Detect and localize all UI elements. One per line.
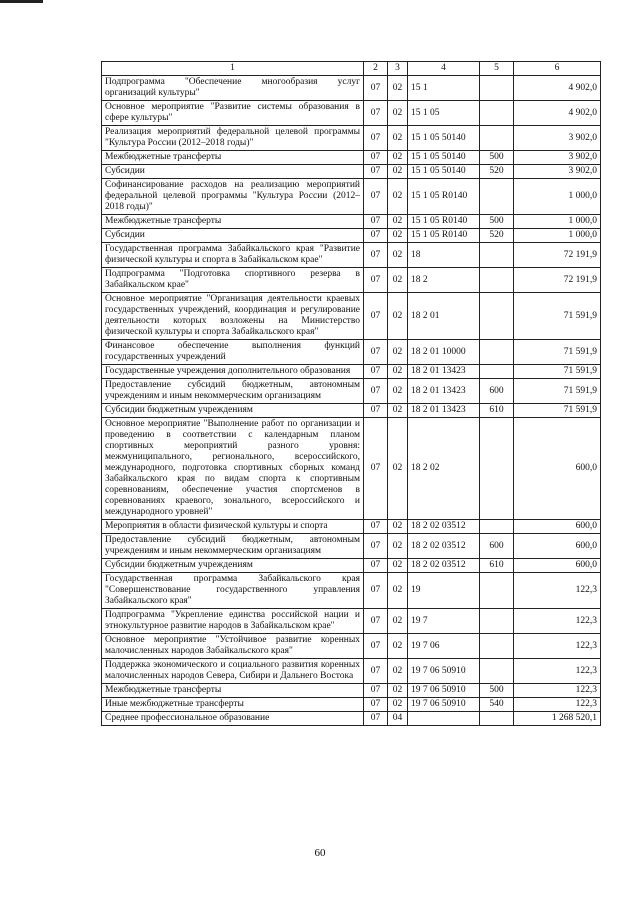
row-section: 07 (364, 634, 388, 659)
row-expense-type (480, 293, 514, 340)
row-name: Межбюджетные трансферты (102, 215, 364, 229)
header-col-3: 3 (388, 62, 408, 76)
row-name: Подпрограмма "Подготовка спортивного резерва в Забайкальском крае" (102, 268, 364, 293)
row-name: Иные межбюджетные трансферты (102, 698, 364, 712)
row-subsection: 02 (388, 609, 408, 634)
header-row (102, 62, 601, 76)
row-target-code: 18 2 02 03512 (408, 520, 480, 534)
row-expense-type (480, 520, 514, 534)
row-section: 07 (364, 379, 388, 404)
row-subsection: 02 (388, 165, 408, 179)
row-name: Государственная программа Забайкальского края "Развитие физической культуры и спорта в Забайкальском крае" (102, 243, 364, 268)
row-name: Субсидии (102, 165, 364, 179)
row-amount: 600,0 (514, 559, 601, 573)
table-row (102, 684, 601, 698)
row-amount: 1 268 520,1 (514, 712, 601, 726)
row-section: 07 (364, 340, 388, 365)
row-section: 07 (364, 365, 388, 379)
row-amount: 71 591,9 (514, 340, 601, 365)
row-name: Субсидии бюджетным учреждениям (102, 559, 364, 573)
table-row (102, 712, 601, 726)
row-section: 07 (364, 179, 388, 215)
row-section: 07 (364, 698, 388, 712)
table-row (102, 293, 601, 340)
row-target-code: 19 7 06 50910 (408, 684, 480, 698)
row-subsection: 02 (388, 243, 408, 268)
table-row (102, 126, 601, 151)
row-expense-type (480, 712, 514, 726)
table-row (102, 418, 601, 520)
row-target-code: 18 2 (408, 268, 480, 293)
row-amount: 71 591,9 (514, 404, 601, 418)
row-section: 07 (364, 151, 388, 165)
row-amount: 72 191,9 (514, 243, 601, 268)
row-section: 07 (364, 268, 388, 293)
table-row (102, 659, 601, 684)
row-section: 07 (364, 101, 388, 126)
row-expense-type (480, 573, 514, 609)
row-expense-type: 500 (480, 151, 514, 165)
row-expense-type (480, 101, 514, 126)
table-row (102, 520, 601, 534)
row-subsection: 02 (388, 520, 408, 534)
row-subsection: 02 (388, 418, 408, 520)
table-row (102, 634, 601, 659)
row-name: Основное мероприятие "Выполнение работ по организации и проведению в соответствии с календарным планом спортивных мероприятий разного уровня: межмуниципального, регионального, всероссийского, международного, подготовка спортивных сборных команд Забайкальского края по видам спорта к спортивным соревнованиям, обеспечение участия спортсменов в соревнованиях краевого, зонального, всероссийского и международного уровней" (102, 418, 364, 520)
row-subsection: 02 (388, 365, 408, 379)
row-expense-type: 600 (480, 379, 514, 404)
row-amount: 122,3 (514, 573, 601, 609)
row-target-code: 18 2 01 13423 (408, 365, 480, 379)
row-target-code: 18 2 02 03512 (408, 534, 480, 559)
row-expense-type: 500 (480, 215, 514, 229)
header-col-2: 2 (364, 62, 388, 76)
row-amount: 600,0 (514, 520, 601, 534)
row-section: 07 (364, 520, 388, 534)
row-target-code (408, 712, 480, 726)
page-number: 60 (314, 847, 326, 859)
row-name: Софинансирование расходов на реализацию мероприятий федеральной целевой программы "Культура России (2012–2018 годы)" (102, 179, 364, 215)
table-row (102, 179, 601, 215)
row-target-code: 18 2 02 (408, 418, 480, 520)
row-target-code: 15 1 05 50140 (408, 165, 480, 179)
row-amount: 122,3 (514, 634, 601, 659)
row-subsection: 02 (388, 151, 408, 165)
row-expense-type: 520 (480, 165, 514, 179)
row-expense-type (480, 76, 514, 101)
table-row (102, 229, 601, 243)
row-amount: 600,0 (514, 418, 601, 520)
row-section: 07 (364, 243, 388, 268)
row-amount: 4 902,0 (514, 101, 601, 126)
row-expense-type (480, 179, 514, 215)
table-header (102, 62, 601, 76)
row-name: Основное мероприятие "Устойчивое развитие коренных малочисленных народов Забайкальского края" (102, 634, 364, 659)
row-section: 07 (364, 534, 388, 559)
row-subsection: 02 (388, 634, 408, 659)
row-name: Среднее профессиональное образование (102, 712, 364, 726)
row-section: 07 (364, 418, 388, 520)
row-name: Мероприятия в области физической культуры и спорта (102, 520, 364, 534)
row-target-code: 15 1 05 R0140 (408, 215, 480, 229)
row-expense-type (480, 340, 514, 365)
row-subsection: 02 (388, 101, 408, 126)
row-subsection: 02 (388, 76, 408, 101)
row-subsection: 02 (388, 340, 408, 365)
table-row (102, 151, 601, 165)
row-amount: 3 902,0 (514, 126, 601, 151)
row-target-code: 18 2 02 03512 (408, 559, 480, 573)
row-subsection: 02 (388, 573, 408, 609)
row-expense-type: 520 (480, 229, 514, 243)
header-col-5: 5 (480, 62, 514, 76)
row-target-code: 19 7 06 50910 (408, 659, 480, 684)
row-amount: 122,3 (514, 659, 601, 684)
row-expense-type (480, 609, 514, 634)
row-name: Субсидии бюджетным учреждениям (102, 404, 364, 418)
top-edge-mark (0, 0, 43, 3)
row-target-code: 18 2 01 10000 (408, 340, 480, 365)
row-amount: 3 902,0 (514, 151, 601, 165)
row-subsection: 02 (388, 534, 408, 559)
row-amount: 71 591,9 (514, 379, 601, 404)
table-row (102, 365, 601, 379)
row-section: 07 (364, 229, 388, 243)
row-section: 07 (364, 293, 388, 340)
row-subsection: 02 (388, 659, 408, 684)
row-amount: 71 591,9 (514, 365, 601, 379)
row-name: Государственная программа Забайкальского края "Совершенствование государственного управления Забайкальского края" (102, 573, 364, 609)
row-section: 07 (364, 165, 388, 179)
row-name: Основное мероприятие "Развитие системы образования в сфере культуры" (102, 101, 364, 126)
row-expense-type (480, 659, 514, 684)
row-target-code: 15 1 05 (408, 101, 480, 126)
row-section: 07 (364, 609, 388, 634)
row-subsection: 02 (388, 179, 408, 215)
row-amount: 122,3 (514, 698, 601, 712)
row-section: 07 (364, 126, 388, 151)
row-subsection: 02 (388, 215, 408, 229)
header-col-1: 1 (102, 62, 364, 76)
table-row (102, 268, 601, 293)
table-row (102, 404, 601, 418)
table-row (102, 379, 601, 404)
row-expense-type: 610 (480, 404, 514, 418)
row-target-code: 15 1 05 R0140 (408, 179, 480, 215)
row-amount: 1 000,0 (514, 215, 601, 229)
row-amount: 122,3 (514, 609, 601, 634)
row-target-code: 18 (408, 243, 480, 268)
table-row (102, 559, 601, 573)
row-subsection: 04 (388, 712, 408, 726)
row-subsection: 02 (388, 293, 408, 340)
row-expense-type (480, 418, 514, 520)
row-name: Межбюджетные трансферты (102, 684, 364, 698)
row-expense-type: 500 (480, 684, 514, 698)
row-name: Субсидии (102, 229, 364, 243)
row-section: 07 (364, 215, 388, 229)
row-target-code: 18 2 01 (408, 293, 480, 340)
row-subsection: 02 (388, 559, 408, 573)
row-amount: 1 000,0 (514, 229, 601, 243)
row-name: Предоставление субсидий бюджетным, автономным учреждениям и иным некоммерческим организациям (102, 379, 364, 404)
row-target-code: 15 1 05 50140 (408, 126, 480, 151)
table-row (102, 698, 601, 712)
row-subsection: 02 (388, 268, 408, 293)
row-section: 07 (364, 659, 388, 684)
row-expense-type (480, 634, 514, 659)
row-name: Подпрограмма "Укрепление единства российской нации и этнокультурное развитие народов в Забайкальском крае" (102, 609, 364, 634)
row-amount: 600,0 (514, 534, 601, 559)
row-section: 07 (364, 684, 388, 698)
budget-table (101, 61, 601, 726)
row-amount: 71 591,9 (514, 293, 601, 340)
row-amount: 4 902,0 (514, 76, 601, 101)
row-target-code: 19 7 (408, 609, 480, 634)
row-amount: 1 000,0 (514, 179, 601, 215)
row-target-code: 15 1 05 R0140 (408, 229, 480, 243)
row-target-code: 19 (408, 573, 480, 609)
row-target-code: 18 2 01 13423 (408, 404, 480, 418)
row-subsection: 02 (388, 684, 408, 698)
row-section: 07 (364, 559, 388, 573)
row-expense-type (480, 365, 514, 379)
table-row (102, 76, 601, 101)
row-amount: 72 191,9 (514, 268, 601, 293)
row-expense-type: 600 (480, 534, 514, 559)
row-section: 07 (364, 404, 388, 418)
table-row (102, 243, 601, 268)
row-name: Финансовое обеспечение выполнения функций государственных учреждений (102, 340, 364, 365)
row-subsection: 02 (388, 379, 408, 404)
row-target-code: 19 7 06 50910 (408, 698, 480, 712)
row-expense-type: 610 (480, 559, 514, 573)
row-amount: 3 902,0 (514, 165, 601, 179)
table-row (102, 534, 601, 559)
row-name: Основное мероприятие "Организация деятельности краевых государственных учреждений, координация и регулирование деятельности которых возложены на Министерство физической культуры и спорта Забайкальского края" (102, 293, 364, 340)
table-body (102, 76, 601, 726)
table-row (102, 573, 601, 609)
row-section: 07 (364, 573, 388, 609)
table-row (102, 340, 601, 365)
row-amount: 122,3 (514, 684, 601, 698)
row-expense-type (480, 243, 514, 268)
row-name: Предоставление субсидий бюджетным, автономным учреждениям и иным некоммерческим организациям (102, 534, 364, 559)
row-target-code: 19 7 06 (408, 634, 480, 659)
row-name: Поддержка экономического и социального развития коренных малочисленных народов Севера, Сибири и Дальнего Востока (102, 659, 364, 684)
row-name: Реализация мероприятий федеральной целевой программы "Культура России (2012–2018 годы)" (102, 126, 364, 151)
row-name: Подпрограмма "Обеспечение многообразия услуг организаций культуры" (102, 76, 364, 101)
table-row (102, 165, 601, 179)
row-target-code: 15 1 (408, 76, 480, 101)
row-expense-type (480, 126, 514, 151)
table-row (102, 215, 601, 229)
row-name: Государственные учреждения дополнительного образования (102, 365, 364, 379)
row-subsection: 02 (388, 126, 408, 151)
table-row (102, 101, 601, 126)
row-target-code: 15 1 05 50140 (408, 151, 480, 165)
row-subsection: 02 (388, 229, 408, 243)
row-name: Межбюджетные трансферты (102, 151, 364, 165)
header-col-4: 4 (408, 62, 480, 76)
table-row (102, 609, 601, 634)
row-section: 07 (364, 712, 388, 726)
row-target-code: 18 2 01 13423 (408, 379, 480, 404)
row-section: 07 (364, 76, 388, 101)
header-col-6: 6 (514, 62, 601, 76)
row-subsection: 02 (388, 404, 408, 418)
row-expense-type: 540 (480, 698, 514, 712)
row-expense-type (480, 268, 514, 293)
row-subsection: 02 (388, 698, 408, 712)
